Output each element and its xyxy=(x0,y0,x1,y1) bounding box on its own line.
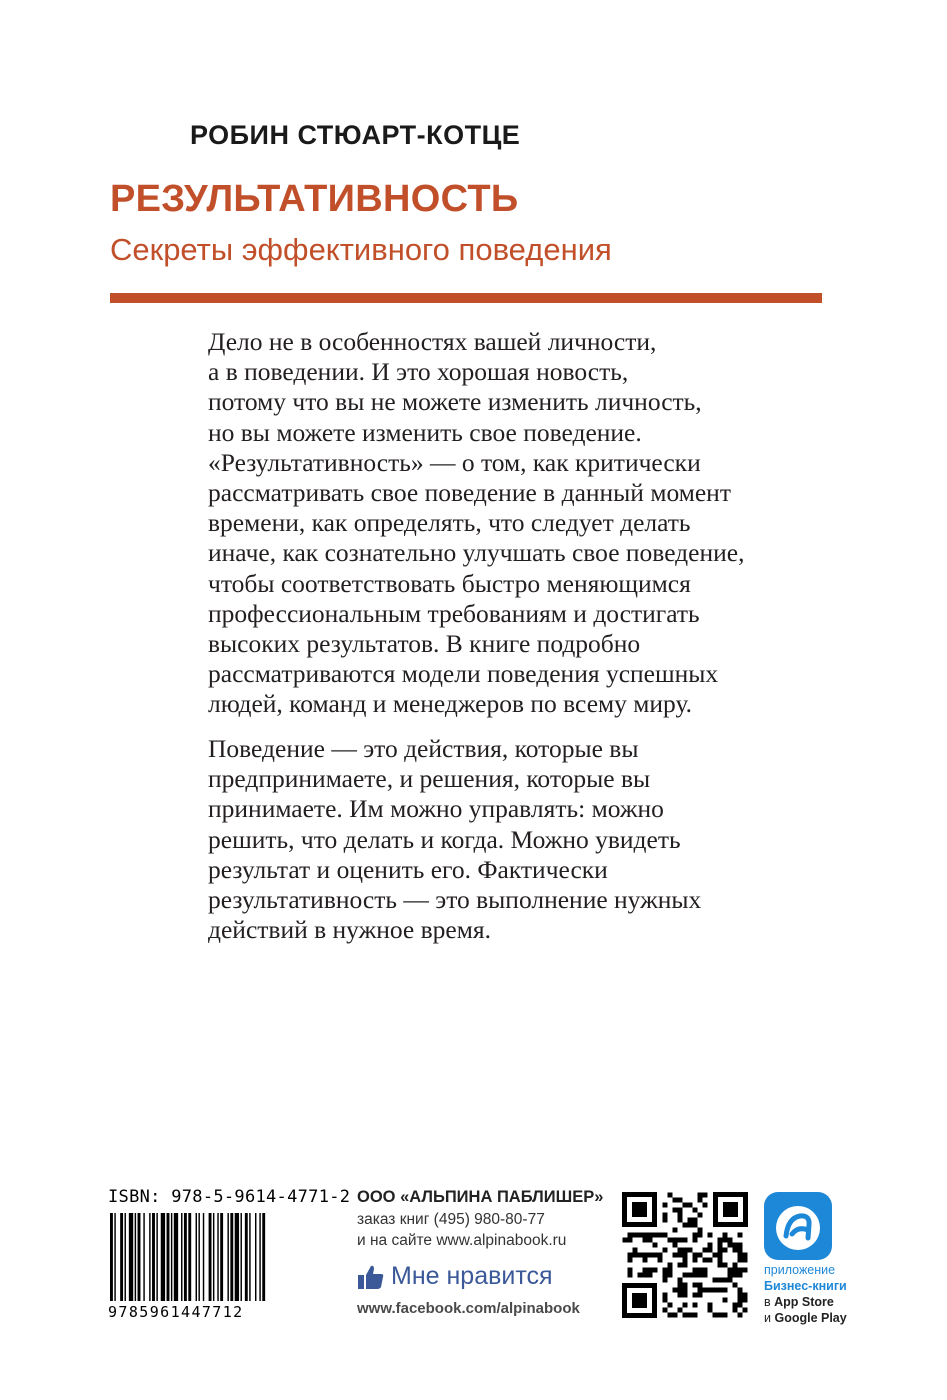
text-line: предпринимаете, и решения, которые вы xyxy=(208,764,651,794)
publisher-name: ООО «АЛЬПИНА ПАБЛИШЕР» xyxy=(357,1188,604,1206)
text-line: времени, как определять, что следует делать xyxy=(208,508,691,538)
book-title: РЕЗУЛЬТАТИВНОСТЬ xyxy=(110,178,519,220)
author-name: РОБИН СТЮАРТ-КОТЦЕ xyxy=(190,120,521,150)
text-line: рассматриваются модели поведения успешных xyxy=(208,659,719,689)
app-prefix: в xyxy=(764,1295,771,1309)
description-paragraph-1 xyxy=(208,327,828,720)
text-line: Поведение — это действия, которые вы xyxy=(208,734,639,763)
isbn-label: ISBN: 978-5-9614-4771-2 xyxy=(108,1187,351,1207)
barcode-icon xyxy=(108,1213,308,1303)
app-line-2: Бизнес-книги xyxy=(764,1279,847,1293)
alpina-a-icon xyxy=(764,1192,832,1260)
text-line: профессиональным требованиям и достигать xyxy=(208,598,700,628)
text-line: чтобы соответствовать быстро меняющимся xyxy=(208,568,691,598)
app-line-4 xyxy=(764,1311,847,1325)
like-label: Мне нравится xyxy=(391,1262,553,1290)
app-line-3 xyxy=(764,1295,834,1309)
app-logo-icon xyxy=(764,1192,832,1260)
text-line: решить, что делать и когда. Можно увидеть xyxy=(208,824,681,854)
facebook-url: www.facebook.com/alpinabook xyxy=(357,1300,580,1317)
text-line: рассматривать свое поведение в данный момент xyxy=(208,478,731,508)
text-line: действий в нужное время. xyxy=(208,915,491,945)
text-line: «Результативность» — о том, как критически xyxy=(208,447,701,477)
facebook-like xyxy=(357,1262,553,1291)
text-line: людей, команд и менеджеров по всему миру. xyxy=(208,689,693,719)
barcode-digits: 9785961447712 xyxy=(108,1303,244,1321)
publisher-order-phone: заказ книг (495) 980-80-77 xyxy=(357,1211,545,1228)
book-subtitle: Секреты эффективного поведения xyxy=(110,232,612,267)
google-play-label: Google Play xyxy=(774,1311,847,1325)
thumbs-up-icon xyxy=(357,1263,385,1291)
app-prefix: и xyxy=(764,1311,771,1325)
divider-rule xyxy=(110,293,822,303)
text-line: иначе, как сознательно улучшать свое поведение, xyxy=(208,538,745,568)
text-line: высоких результатов. В книге подробно xyxy=(208,629,641,659)
app-line-1: приложение xyxy=(764,1263,836,1277)
text-line: принимаете. Им можно управлять: можно xyxy=(208,794,664,824)
description-paragraph-2 xyxy=(208,734,828,945)
qr-code-icon xyxy=(622,1192,748,1318)
text-line: но вы можете изменить свое поведение. xyxy=(208,417,642,447)
text-line: а в поведении. И это хорошая новость, xyxy=(208,357,629,387)
text-line: Дело не в особенностях вашей личности, xyxy=(208,327,657,356)
publisher-website: и на сайте www.alpinabook.ru xyxy=(357,1232,567,1249)
app-store-label: App Store xyxy=(774,1295,834,1309)
text-line: потому что вы не можете изменить личность, xyxy=(208,387,702,417)
text-line: результат и оценить его. Фактически xyxy=(208,854,608,884)
text-line: результативность — это выполнение нужных xyxy=(208,885,702,915)
